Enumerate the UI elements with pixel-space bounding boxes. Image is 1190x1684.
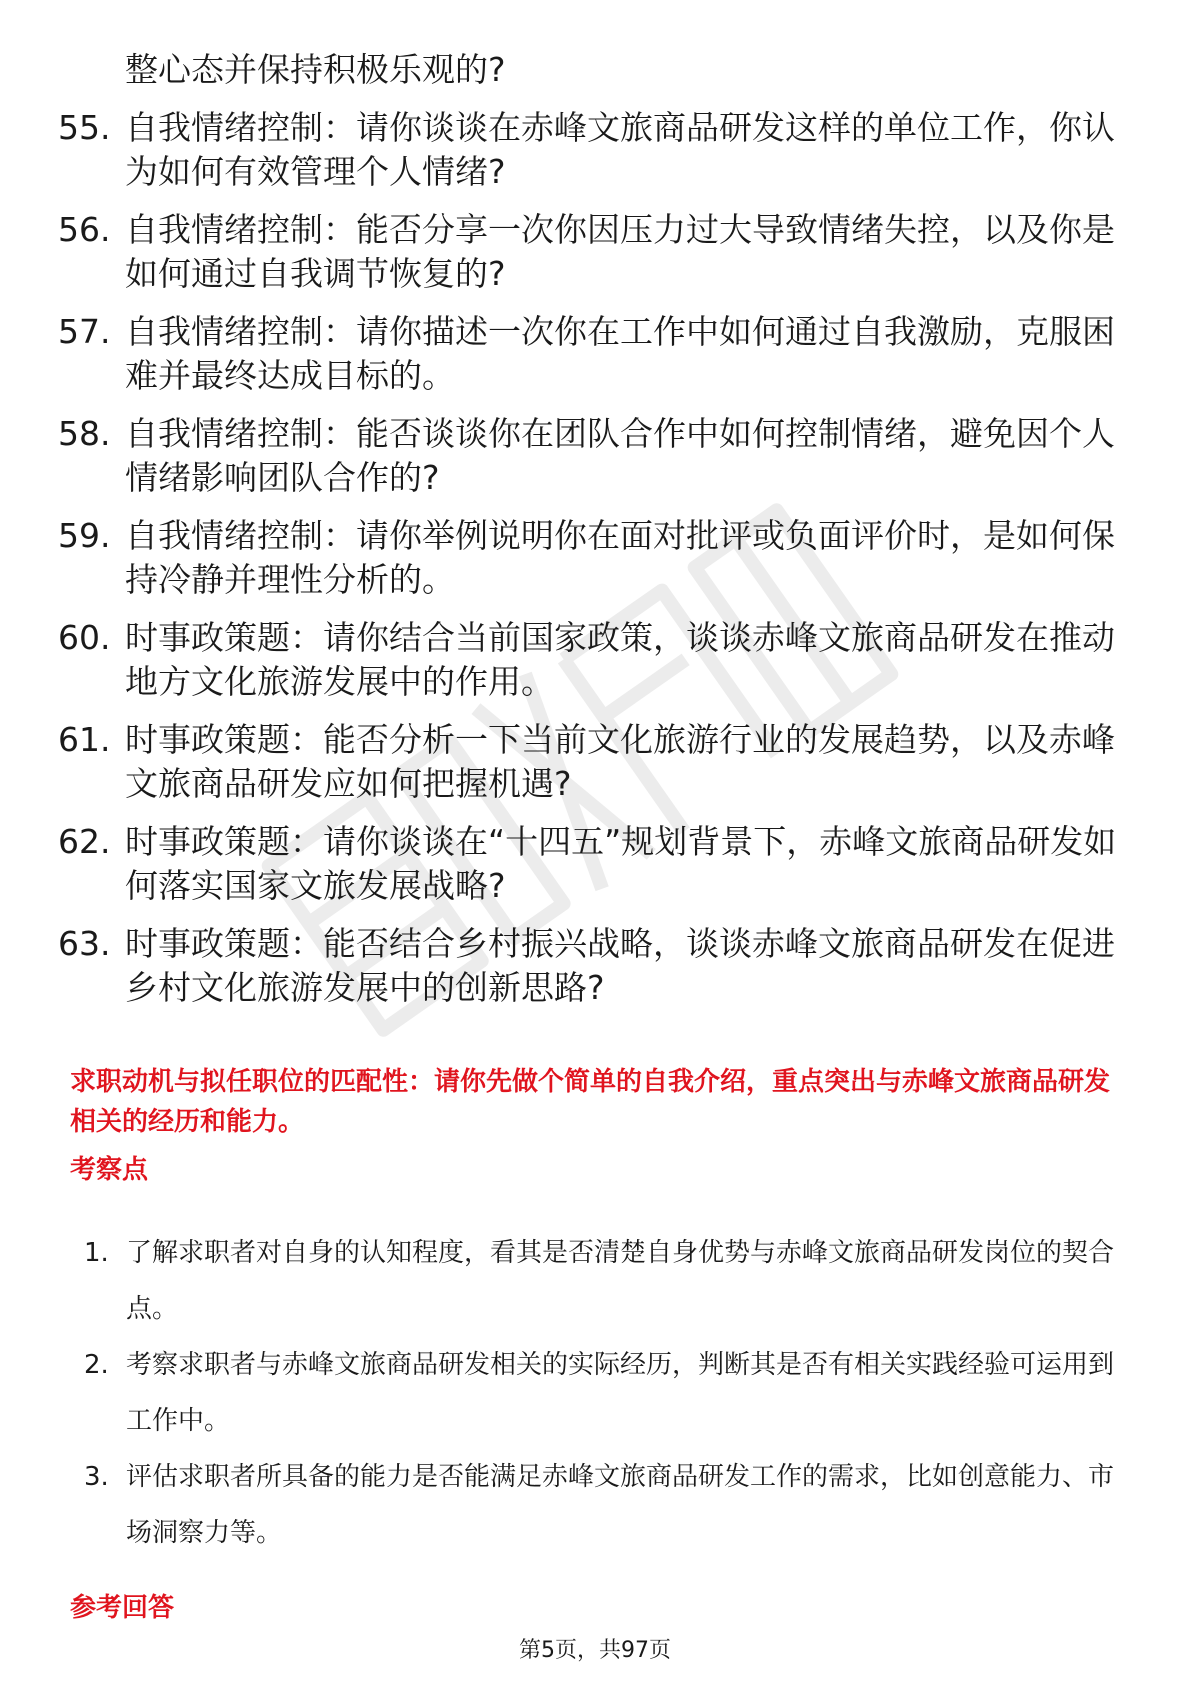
question-number: 58. <box>58 414 111 453</box>
point-text: 评估求职者所具备的能力是否能满足赤峰文旅商品研发工作的需求，比如创意能力、市场洞察力等。 <box>126 1462 1115 1548</box>
point-number: 3. <box>84 1462 109 1492</box>
list-item <box>58 208 1138 296</box>
list-item <box>58 820 1138 908</box>
question-number: 59. <box>58 516 111 555</box>
point-text: 考察求职者与赤峰文旅商品研发相关的实际经历，判断其是否有相关实践经验可运用到工作中。 <box>126 1350 1115 1436</box>
list-item <box>58 310 1138 398</box>
question-number: 57. <box>58 312 111 351</box>
point-number: 1. <box>84 1238 109 1268</box>
point-number: 2. <box>84 1350 109 1380</box>
question-number: 60. <box>58 618 111 657</box>
question-text: 自我情绪控制：能否谈谈你在团队合作中如何控制情绪，避免因个人情绪影响团队合作的? <box>125 414 1115 497</box>
list-item <box>84 1225 1124 1337</box>
question-text: 时事政策题：能否结合乡村振兴战略，谈谈赤峰文旅商品研发在促进乡村文化旅游发展中的创新思路? <box>125 924 1115 1007</box>
exam-points-list <box>84 1225 1124 1561</box>
question-number: 55. <box>58 108 111 147</box>
question-text: 时事政策题：请你结合当前国家政策，谈谈赤峰文旅商品研发在推动地方文化旅游发展中的作用。 <box>125 618 1115 701</box>
list-item <box>58 412 1138 500</box>
question-number: 61. <box>58 720 111 759</box>
motive-question: 求职动机与拟任职位的匹配性：请你先做个简单的自我介绍，重点突出与赤峰文旅商品研发相关的经历和能力。 <box>70 1067 1111 1137</box>
question-text: 自我情绪控制：请你谈谈在赤峰文旅商品研发这样的单位工作，你认为如何有效管理个人情绪? <box>125 108 1115 191</box>
question-text: 自我情绪控制：能否分享一次你因压力过大导致情绪失控，以及你是如何通过自我调节恢复的? <box>125 210 1115 293</box>
list-item <box>58 106 1138 194</box>
question-text: 自我情绪控制：请你举例说明你在面对批评或负面评价时，是如何保持冷静并理性分析的。 <box>125 516 1115 599</box>
question-text: 自我情绪控制：请你描述一次你在工作中如何通过自我激励，克服困难并最终达成目标的。 <box>125 312 1115 395</box>
question-list <box>58 48 1138 1024</box>
point-text: 了解求职者对自身的认知程度，看其是否清楚自身优势与赤峰文旅商品研发岗位的契合点。 <box>126 1238 1115 1324</box>
list-item <box>58 616 1138 704</box>
question-text: 时事政策题：能否分析一下当前文化旅游行业的发展趋势，以及赤峰文旅商品研发应如何把握机遇? <box>125 720 1115 803</box>
question-text: 时事政策题：请你谈谈在“十四五”规划背景下，赤峰文旅商品研发如何落实国家文旅发展战略? <box>125 822 1117 905</box>
exam-points-heading: 考察点 <box>70 1155 149 1185</box>
question-number: 62. <box>58 822 111 861</box>
question-number: 63. <box>58 924 111 963</box>
list-item <box>58 718 1138 806</box>
list-item <box>58 922 1138 1010</box>
list-item <box>58 514 1138 602</box>
question-number: 56. <box>58 210 111 249</box>
reference-answer-heading: 参考回答 <box>70 1593 175 1623</box>
list-item <box>84 1337 1124 1449</box>
page-footer: 第5页，共97页 <box>519 1638 671 1663</box>
question-continuation: 整心态并保持积极乐观的? <box>125 50 506 89</box>
list-item <box>84 1449 1124 1561</box>
